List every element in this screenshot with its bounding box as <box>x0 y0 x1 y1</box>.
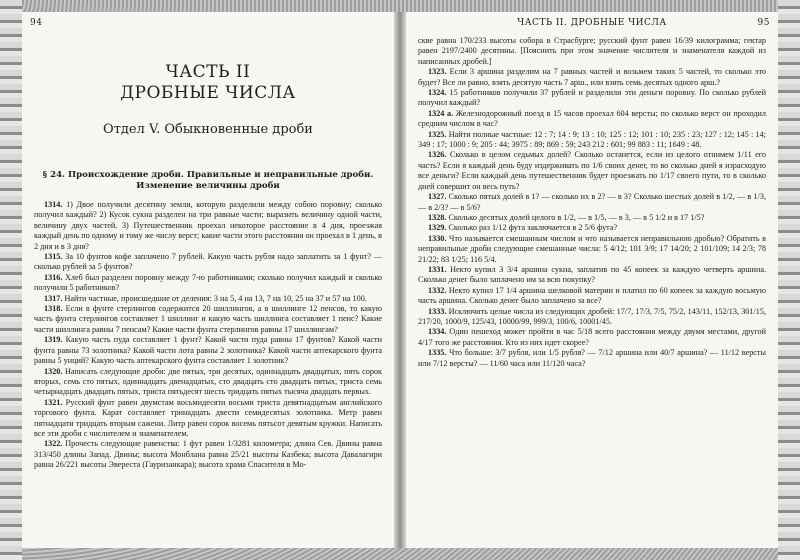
problem: 1324. 15 работников получили 37 рублей и разделили эти деньги поровну. По сколько рублей получил каждый? <box>418 88 767 108</box>
problem: 1316. Хлеб был разделен поровну между 7-ю работниками; сколько получил каждый и сколько получили 5 работников? <box>34 272 382 293</box>
page-number-left: 94 <box>30 18 43 28</box>
running-title: ЧАСТЬ II. ДРОБНЫЕ ЧИСЛА <box>517 18 667 28</box>
problem: 1325. Найти полные частные: 12 : 7; 14 : 9; 13 : 10; 125 : 12; 101 : 10; 235 : 23; 127 : 12; 145 : 14; 349 : 17; 1000 : 9; 205 : 44; 3975 : 89; 869 : 59; 243 212 : 601; 99 883 : 11; 1649 : 48. <box>418 129 767 150</box>
problem: 1332. Некто купил 17 1/4 аршина шелковой материи и платил по 60 копеек за каждую восьмую часть аршина. Сколько денег было заплачено за все? <box>418 285 767 306</box>
problem: 1334. Один пешеход может пройти в час 5/18 всего расстояния между двумя местами, другой 4/17 того же расстояния. Кто из них идет скорее? <box>418 327 767 347</box>
problem: 1326. Сколько в целом седьмых долей? Сколько останется, если из целого отнимем 1/11 его часть? Если я каждый день буду издерживать по 1/6 своих денег, то во сколько дней я израсходую все деньги? Если каждый день путешественник будет проезжать по 1/17 своего пути, то в сколько дней совершит он весь путь? <box>418 150 766 191</box>
paragraph-heading: § 24. Происхождение дроби. Правильные и неправильные дроби. Изменение величины дроби <box>42 170 374 191</box>
book-gutter <box>394 12 406 548</box>
problem: 1317. Найти частные, происшедшие от деления: 3 на 5, 4 на 13, 7 на 10, 25 на 37 и 57 на 100. <box>44 293 367 303</box>
problem: 1318. Если в фунте стерлингов содержится 20 шиллингов, а в шиллинге 12 пенсов, то какую часть фунта стерлингов составляет 1 шиллинг и какую часть шиллинга составляет 1 пенс? Какие части шиллинга равны 7 пенсам? Какие части фунта стерлингов равны 17 шиллингам? <box>34 304 383 334</box>
problem-continuation: скве равна 170/233 высоты собора в Страсбурге; русский фунт равен 16/39 килограмма; гектар равен 2197/2400 десятины. [Пояснить при этом значение числителя и знаменателя каждой из написанных дробей.] <box>418 36 766 66</box>
problem: 1335. Что больше: 3/7 рубля, или 1/5 рубля? — 7/12 аршина или 40/7 аршина? — 11/12 версты или 7/12 версты? — 11/60 часа или 11/120 часа? <box>418 348 767 368</box>
left-running-head <box>30 18 386 32</box>
problem: 1329. Сколько раз 1/12 фута заключается в 2 5/6 фута? <box>428 223 618 233</box>
part-title-line-2: ДРОБНЫЕ ЧИСЛА <box>120 83 296 103</box>
decorative-border-right <box>778 0 800 560</box>
problem: 1328. Сколько десятых долей целого в 1/2, — в 1/5, — в 3, — в 5 1/2 и в 17 1/5? <box>428 212 705 222</box>
left-page <box>22 12 394 548</box>
problem: 1319. Какую часть пуда составляет 1 фунт? Какой части пуда равны 17 фунтов? Какой части фунта равны 73 золотника? Какой части лота равны 2 золотника? Какой части аптекарского фунта равны 5 унций? Какую часть аптекарского фунта составляет 1 золотник? <box>34 335 383 366</box>
problem: 1314. 1) Двое получили десятину земли, которую разделили между собою поровну; сколько получил каждый? 2) Кусок сукна разделен на три равные части; выразить величину одной части, величину двух частей. 3) Путешественник проехал некоторое расстояние в 4 дня, проезжая каждый день по одному и тому же числу верст; какие части этого расстояния он проехал в 1 день, в 2 дня и в 3 дня? <box>34 200 383 251</box>
problem: 1315. За 10 фунтов кофе заплачено 7 рублей. Какую часть рубля надо заплатить за 1 фунт? — сколько рублей за 5 фунтов? <box>34 252 382 272</box>
part-title <box>22 62 394 104</box>
problem: 1330. Что называется смешанным числом и что называется неправильною дробью? Обратить в неправильные дроби следующие смешанные числа: 5 4/12; 101 3/9; 17 14/20; 2 101/109; 14 2/3; 78 21/22; 83 1/25; 116 5/4. <box>418 233 767 264</box>
part-title-line-1: ЧАСТЬ II <box>165 62 251 82</box>
right-page-text <box>418 36 766 369</box>
problem: 1323. Если 3 аршина разделим на 7 равных частей и возьмем таких 5 частей, то сколько это будет? Все ли равно, взять десятую часть 7 арш., или взять семь десятых одного арш.? <box>418 67 767 87</box>
right-page <box>406 12 778 548</box>
problem: 1327. Сколько пятых долей в 1? — сколько их в 2? — в 3? Сколько шестых долей в 1/2, — в 1/3, — в 2/3? — в 5/6? <box>418 192 767 212</box>
right-running-head <box>414 18 770 32</box>
problem: 1331. Некто купил 3 3/4 аршина сукна, заплатив по 45 копеек за каждую четверть аршина. Сколько денег было заплачено им за всю покупку? <box>418 264 767 285</box>
section-title: Отдел V. Обыкновенные дроби <box>103 122 313 137</box>
problem: 1324 а. Железнодорожный поезд в 15 часов проехал 604 версты; по сколько верст он проходил средним числом в час? <box>418 108 766 129</box>
problem: 1322. Прочесть следующие равенства: 1 фут равен 1/3281 километра; длина Сев. Двины равна 313/450 длины Запад. Двины; высота Монблана равна 25/21 высоты Казбека; высота Давалагири равна 26/221 высоты Эвереста (Гауризанкара); высота храма Спасителя в Мо- <box>34 439 382 470</box>
problem: 1333. Исключить целые числа из следующих дробей: 17/7, 17/3, 7/5, 75/2, 143/11, 152/13, 301/15, 217/20, 1000/9, 125/43, 10000/99, 999/3, 100/6, 10001/45. <box>418 306 767 326</box>
problem: 1320. Написать следующие дроби: две пятых, три десятых, одиннадцать двадцатых, пять сорок вторых, семь сто пятых, одиннадцать двенадцатых, сто двадцать сто двадцать пятых, триста семь четырнадцать двадцать пятых, триста пятьдесят шесть тридцать пятых тысяча двадцать первых. <box>34 366 382 397</box>
decorative-border-left <box>0 0 22 560</box>
left-page-text <box>34 200 382 471</box>
page-number-right: 95 <box>757 18 770 28</box>
problem: 1321. Русский фунт равен двумстам восьмидесяти восьми триста девятнадцатым английского торгового фунта. Карат составляет тринадцать двести семидесятых золотника. Метр равен пятнадцати тридцать вторым сажени. Литр равен сорок восемь пятьсот девятым кружки. Написать все эти дроби с числителем и знаменателем. <box>34 397 383 438</box>
